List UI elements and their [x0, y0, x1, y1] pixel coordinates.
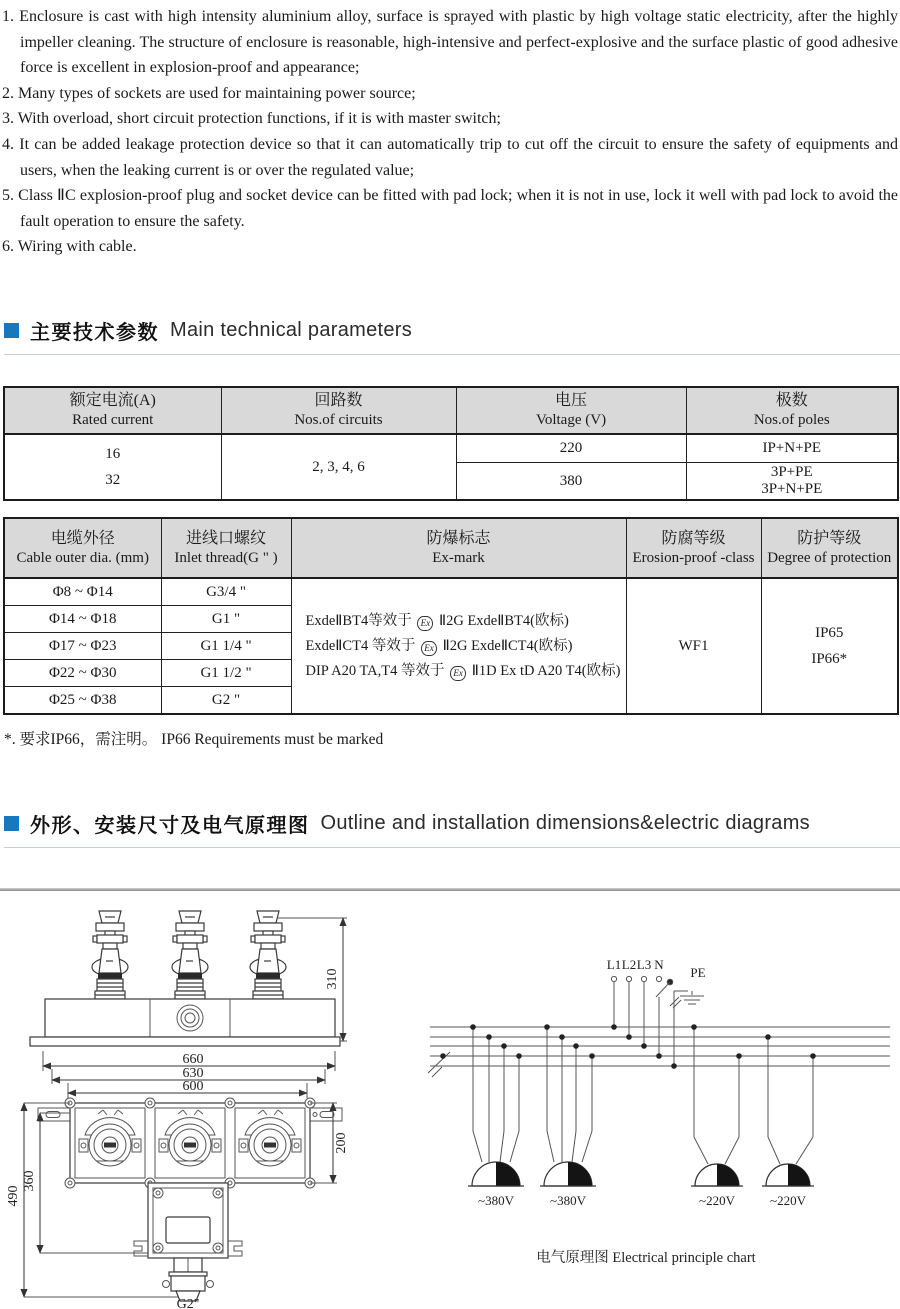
header-cell	[686, 387, 898, 434]
ex-hexagon-icon: Ex	[421, 641, 437, 656]
header-zh: 防腐等级	[661, 529, 726, 547]
cell-cable-dia: Φ17 ~ Φ23	[4, 633, 161, 660]
header-cell	[4, 518, 161, 578]
value: 3P+PE	[770, 464, 813, 480]
ex-hexagon-icon: Ex	[417, 616, 433, 631]
cell-circuits: 2, 3, 4, 6	[221, 434, 456, 500]
terminal-label-l2: L2	[621, 957, 637, 972]
cell-cable-dia: Φ25 ~ Φ38	[4, 687, 161, 715]
terminal-label-l1: L1	[606, 957, 622, 972]
section-title-en: Outline and installation dimensions&electric diagrams	[320, 812, 810, 834]
cell-thread: G1 1/4 "	[161, 633, 291, 660]
table-main-parameters	[3, 386, 899, 501]
header-en: Erosion-proof -class	[632, 549, 755, 566]
cell-voltage: 220	[456, 434, 686, 463]
electrical-schematic	[424, 949, 896, 1289]
top-view	[30, 911, 340, 1046]
header-cell	[761, 518, 898, 578]
feature-item: 5. Class ⅡC explosion-proof plug and socket device can be fitted with pad lock; when it is not in use, lock it well with pad lock to avoid the fault operation to ensure the safety.	[2, 187, 898, 230]
header-zh: 进线口螺纹	[185, 529, 266, 547]
section-title-zh: 主要技术参数	[30, 322, 159, 344]
cell-rated-current	[4, 434, 221, 500]
dim-label-gland: G2"	[176, 1297, 200, 1309]
ex-hexagon-icon: Ex	[450, 666, 466, 681]
section-title-zh: 外形、安装尺寸及电气原理图	[30, 815, 310, 837]
header-en: Ex-mark	[432, 549, 485, 566]
value: 32	[105, 472, 121, 488]
cell-thread: G1 1/2 "	[161, 660, 291, 687]
value: IP65	[815, 625, 844, 641]
dim-label-660: 660	[182, 1052, 204, 1067]
cell-poles	[686, 463, 898, 501]
header-en: Cable outer dia. (mm)	[16, 549, 149, 566]
terminal-label-n: N	[654, 957, 664, 972]
footnote: *. 要求IP66，需注明。 IP66 Requirements must be marked	[4, 731, 384, 748]
section-header-outline	[4, 809, 900, 848]
socket-symbols	[468, 1162, 814, 1186]
cell-thread: G2 "	[161, 687, 291, 715]
cell-poles: IP+N+PE	[686, 434, 898, 463]
section-header-parameters	[4, 316, 900, 355]
header-cell	[4, 387, 221, 434]
header-en: Voltage (V)	[535, 412, 607, 428]
table-header-row	[4, 518, 898, 578]
header-zh: 回路数	[314, 392, 363, 409]
socket-voltage-label: ~220V	[770, 1193, 806, 1208]
cell-thread: G1 "	[161, 606, 291, 633]
feature-item: 2. Many types of sockets are used for maintaining power source;	[2, 84, 416, 102]
table-header-row	[4, 387, 898, 434]
front-view	[38, 1098, 342, 1309]
header-zh: 极数	[775, 392, 808, 409]
cell-protection	[761, 578, 898, 714]
ex-mark-line: ExdeⅡBT4等效于 Ex Ⅱ2G ExdeⅡBT4(欧标)	[305, 612, 569, 629]
outline-drawing	[6, 901, 442, 1309]
socket-voltage-label: ~380V	[550, 1193, 586, 1208]
header-zh: 额定电流(A)	[69, 392, 156, 409]
dim-label-630: 630	[182, 1066, 204, 1081]
header-zh: 电缆外径	[50, 529, 115, 547]
cell-cable-dia: Φ14 ~ Φ18	[4, 606, 161, 633]
header-en: Inlet thread(G " )	[174, 549, 278, 566]
table-row	[4, 578, 898, 606]
terminal-label-pe: PE	[690, 965, 706, 980]
cell-thread: G3/4 "	[161, 578, 291, 606]
cable-gland	[163, 1258, 214, 1301]
dim-label-490: 490	[6, 1185, 21, 1207]
header-cell	[456, 387, 686, 434]
ex-mark-line: ExdeⅡCT4 等效于 Ex Ⅱ2G ExdeⅡCT4(欧标)	[305, 637, 573, 654]
blue-square-bullet-icon	[4, 816, 19, 831]
cell-erosion-class: WF1	[626, 578, 761, 714]
value: 3P+N+PE	[761, 481, 823, 497]
table-cable-exmark	[3, 517, 899, 715]
header-cell	[221, 387, 456, 434]
dim-widths	[43, 1051, 335, 1098]
dim-label-310: 310	[325, 968, 340, 990]
header-zh: 防爆标志	[426, 529, 491, 547]
feature-item: 6. Wiring with cable.	[2, 238, 137, 256]
socket-voltage-label: ~380V	[478, 1193, 514, 1208]
socket-voltage-label: ~220V	[699, 1193, 735, 1208]
dim-label-600: 600	[182, 1079, 204, 1094]
header-en: Nos.of circuits	[294, 412, 383, 428]
schematic-caption: 电气原理图 Electrical principle chart	[536, 1250, 756, 1266]
header-zh: 防护等级	[797, 529, 862, 547]
feature-list	[0, 0, 900, 262]
header-en: Rated current	[72, 412, 154, 428]
cell-cable-dia: Φ8 ~ Φ14	[4, 578, 161, 606]
header-cell	[291, 518, 626, 578]
header-en: Degree of protection	[767, 549, 892, 566]
terminal-label-l3: L3	[636, 957, 652, 972]
header-cell	[626, 518, 761, 578]
dim-label-200: 200	[334, 1132, 349, 1154]
cell-ex-mark	[291, 578, 626, 714]
table-row	[4, 434, 898, 463]
ex-mark-line: DIP A20 TA,T4 等效于 Ex Ⅱ1D Ex tD A20 T4(欧标)	[305, 662, 621, 679]
lid-knob	[177, 1005, 203, 1031]
feature-item: 1. Enclosure is cast with high intensity aluminium alloy, surface is sprayed with plastic by high voltage static electricity, after the highly impeller cleaning. The structure of enclosure is reasonable, high-intensive and perfect-explosive and the surface plastic of good adhesive force is excellent in explosion-proof and appearance;	[2, 8, 898, 77]
header-zh: 电压	[554, 392, 587, 409]
blue-square-bullet-icon	[4, 323, 19, 338]
feature-item: 4. It can be added leakage protection device so that it can automatically trip to cut off the circuit to ensure the safety of equipments and users, when the leaking current is or over the regulated value;	[2, 135, 898, 179]
cell-voltage: 380	[456, 463, 686, 501]
value: IP66*	[811, 651, 848, 667]
header-cell	[161, 518, 291, 578]
cell-cable-dia: Φ22 ~ Φ30	[4, 660, 161, 687]
header-en: Nos.of poles	[753, 412, 830, 428]
diagram-area	[0, 891, 900, 1309]
feature-item: 3. With overload, short circuit protection functions, if it is with master switch;	[2, 110, 501, 128]
value: 16	[105, 446, 121, 462]
section-title-en: Main technical parameters	[170, 319, 413, 341]
dim-label-360: 360	[22, 1170, 37, 1192]
